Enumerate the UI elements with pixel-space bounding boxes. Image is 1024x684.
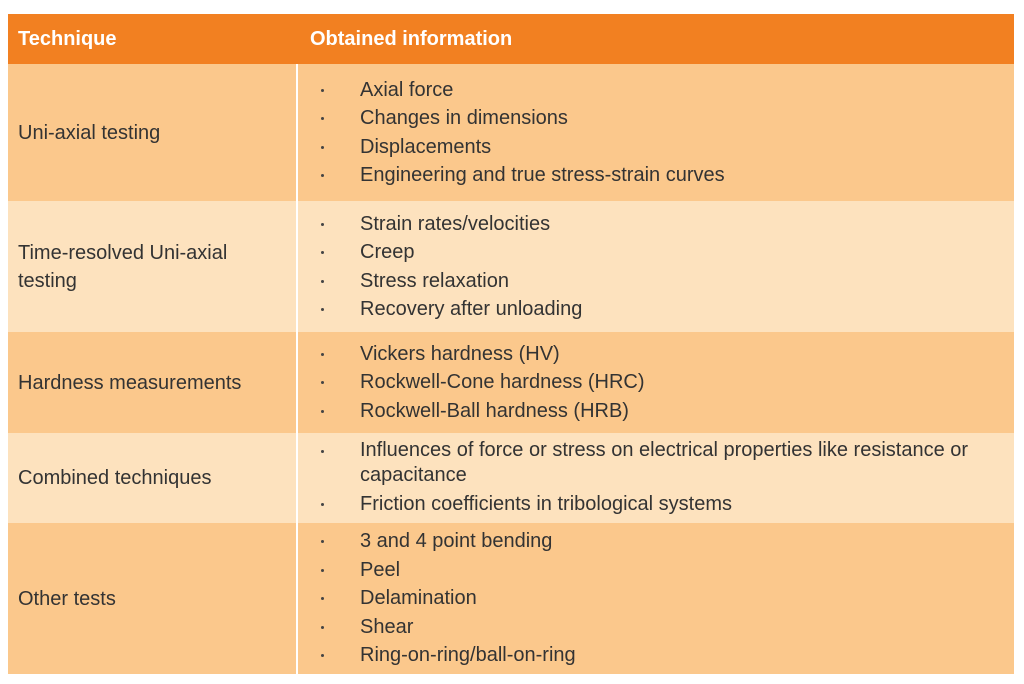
- bullet-icon: [308, 641, 360, 669]
- bullet-icon: [308, 267, 360, 295]
- bullet-icon: [308, 210, 360, 238]
- list-item-text: Stress relaxation: [360, 269, 509, 292]
- list-item: [308, 368, 1014, 396]
- bullet-icon: [308, 490, 360, 518]
- list-item-text: Changes in dimensions: [360, 107, 568, 130]
- list-item-text: Strain rates/velocities: [360, 212, 551, 235]
- list-item-text: Friction coefficients in tribological systems: [360, 493, 732, 516]
- bullet-icon: [308, 133, 360, 161]
- technique-cell: Combined techniques: [8, 433, 298, 523]
- information-cell: [298, 64, 1014, 201]
- list-item-text: Peel: [360, 558, 401, 581]
- list-item-text: Influences of force or stress on electrical properties like resistance or capacitance: [360, 439, 969, 487]
- table-row: [8, 433, 1014, 523]
- bullet-icon: [308, 397, 360, 425]
- list-item-text: Axial force: [360, 78, 454, 101]
- list-item-text: Rockwell-Cone hardness (HRC): [360, 371, 645, 394]
- bullet-icon: [308, 295, 360, 323]
- list-item: [308, 437, 1014, 490]
- list-item: [308, 295, 1014, 323]
- list-item: [308, 133, 1014, 161]
- list-item: [308, 641, 1014, 669]
- technique-cell: Time-resolved Uni-axial testing: [8, 201, 298, 332]
- information-cell: [298, 433, 1014, 523]
- list-item-text: Recovery after unloading: [360, 297, 583, 320]
- bullet-icon: [308, 584, 360, 612]
- list-item-text: Vickers hardness (HV): [360, 342, 560, 365]
- list-item-text: 3 and 4 point bending: [360, 530, 553, 553]
- information-cell: [298, 201, 1014, 332]
- list-item: [308, 527, 1014, 555]
- bullet-icon: [308, 238, 360, 266]
- technique-cell: Other tests: [8, 523, 298, 674]
- table-row: [8, 64, 1014, 201]
- list-item-text: Engineering and true stress-strain curves: [360, 163, 725, 186]
- list-item: [308, 490, 1014, 518]
- header-technique: Technique: [18, 27, 117, 50]
- bullet-icon: [308, 437, 360, 465]
- bullet-icon: [308, 161, 360, 189]
- techniques-table: [8, 14, 1014, 674]
- list-item-text: Creep: [360, 241, 415, 264]
- bullet-icon: [308, 104, 360, 132]
- information-cell: [298, 523, 1014, 674]
- table-row: [8, 523, 1014, 674]
- list-item-text: Displacements: [360, 135, 492, 158]
- technique-cell: Hardness measurements: [8, 332, 298, 433]
- list-item: [308, 397, 1014, 425]
- bullet-icon: [308, 76, 360, 104]
- information-cell: [298, 332, 1014, 433]
- technique-cell: Uni-axial testing: [8, 64, 298, 201]
- bullet-icon: [308, 340, 360, 368]
- table-header: [8, 14, 1014, 64]
- list-item: [308, 613, 1014, 641]
- list-item-text: Rockwell-Ball hardness (HRB): [360, 399, 629, 422]
- bullet-icon: [308, 556, 360, 584]
- list-item: [308, 76, 1014, 104]
- list-item: [308, 556, 1014, 584]
- list-item-text: Shear: [360, 615, 414, 638]
- list-item: [308, 238, 1014, 266]
- list-item: [308, 161, 1014, 189]
- bullet-icon: [308, 613, 360, 641]
- list-item: [308, 340, 1014, 368]
- table-row: [8, 201, 1014, 332]
- list-item: [308, 104, 1014, 132]
- bullet-icon: [308, 368, 360, 396]
- list-item: [308, 584, 1014, 612]
- table-row: [8, 332, 1014, 433]
- list-item: [308, 267, 1014, 295]
- bullet-icon: [308, 527, 360, 555]
- list-item-text: Delamination: [360, 587, 477, 610]
- list-item-text: Ring-on-ring/ball-on-ring: [360, 644, 576, 667]
- header-obtained-information: Obtained information: [310, 27, 513, 50]
- list-item: [308, 210, 1014, 238]
